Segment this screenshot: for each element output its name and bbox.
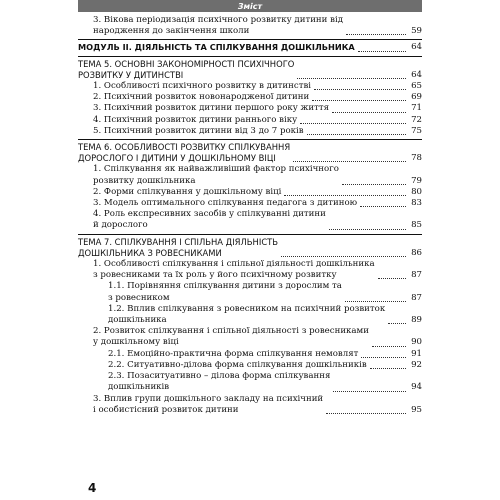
toc-entry[interactable]	[78, 103, 422, 114]
toc-entry-page: 72	[411, 114, 422, 125]
toc-entry-page: 87	[411, 270, 422, 281]
dot-leader	[388, 323, 406, 324]
toc-entry[interactable]	[78, 164, 422, 186]
dot-leader	[372, 346, 406, 347]
dot-leader	[361, 357, 406, 358]
section-divider	[78, 56, 422, 57]
table-of-contents	[78, 12, 422, 416]
toc-entry-title: 3. Психічний розвиток дитини першого року життя	[93, 103, 330, 114]
toc-entry-page: 89	[411, 315, 422, 326]
section-divider	[78, 234, 422, 235]
toc-entry-page: 64	[411, 42, 422, 53]
toc-entry-page: 94	[411, 382, 422, 393]
running-header	[78, 0, 422, 12]
toc-entry-title: ТЕМА 7. СПІЛКУВАННЯ І СПІЛЬНА ДІЯЛЬНІСТЬ ДОШКІЛЬНИКА З РОВЕСНИКАМИ	[78, 236, 279, 258]
toc-module-heading[interactable]	[78, 42, 422, 53]
toc-entry-page: 69	[411, 92, 422, 103]
toc-entry-page: 86	[411, 247, 422, 258]
dot-leader	[297, 78, 406, 79]
toc-entry[interactable]	[78, 304, 422, 326]
dot-leader	[329, 229, 406, 230]
toc-entry[interactable]	[78, 281, 422, 303]
toc-entry[interactable]	[78, 198, 422, 209]
toc-entry-title: 1. Особливості спілкування і спільної діяльності дошкільника з ровесниками та їх роль у його психічному розвитку	[93, 259, 375, 281]
toc-entry-title: 5. Психічний розвиток дитини від 3 до 7 років	[93, 125, 304, 136]
section-divider	[78, 39, 422, 40]
toc-entry-title: ТЕМА 6. ОСОБЛИВОСТІ РОЗВИТКУ СПІЛКУВАННЯ ДОРОСЛОГО І ДИТИНИ У ДОШКІЛЬНОМУ ВІЦІ	[78, 142, 291, 164]
toc-entry-title: 1.1. Порівняння спілкування дитини з дорослим та з ровесником	[108, 281, 342, 303]
toc-entry-title: 1.2. Вплив спілкування з ровесником на психічний розвиток дошкільника	[108, 303, 386, 326]
toc-entry[interactable]	[78, 126, 422, 137]
toc-entry-title: 1. Особливості психічного розвитку в дитинстві	[93, 81, 312, 92]
toc-entry-title: 2.1. Емоційно-практична форма спілкування немовлят	[108, 348, 359, 359]
toc-entry-page: 95	[411, 404, 422, 415]
toc-entry-page: 65	[411, 81, 422, 92]
toc-entry[interactable]	[78, 209, 422, 231]
dot-leader	[370, 368, 406, 369]
toc-entry-page: 78	[411, 153, 422, 164]
dot-leader	[300, 123, 406, 124]
toc-entry-page: 91	[411, 348, 422, 359]
toc-entry-page: 87	[411, 292, 422, 303]
toc-entry-title: 3. Модель оптимального спілкування педагога з дитиною	[93, 198, 358, 209]
toc-entry-page: 59	[411, 26, 422, 37]
toc-entry-title: 2.3. Позаситуативно – ділова форма спілкування дошкільників	[108, 371, 331, 393]
toc-entry[interactable]	[78, 15, 422, 37]
toc-entry-title: 4. Психічний розвиток дитини раннього віку	[93, 114, 298, 125]
toc-entry-page: 64	[411, 69, 422, 80]
toc-entry[interactable]	[78, 115, 422, 126]
toc-entry-page: 71	[411, 103, 422, 114]
toc-entry-title: 4. Роль експресивних засобів у спілкуванні дитини й дорослого	[93, 209, 326, 231]
toc-entry-title: МОДУЛЬ II. ДІЯЛЬНІСТЬ ТА СПІЛКУВАННЯ ДОШКІЛЬНИКА	[78, 42, 355, 53]
toc-entry-title: 3. Вплив групи дошкільного закладу на психічний і особистісний розвиток дитини	[93, 393, 324, 415]
toc-entry-page: 83	[411, 198, 422, 209]
header-title: Зміст	[237, 1, 263, 11]
dot-leader	[314, 89, 406, 90]
toc-topic-heading[interactable]	[78, 59, 422, 81]
toc-topic-heading[interactable]	[78, 237, 422, 259]
toc-entry-title: 2.2. Ситуативно-ділова форма спілкування дошкільників	[108, 359, 367, 370]
toc-entry[interactable]	[78, 349, 422, 360]
toc-entry-page: 90	[411, 337, 422, 348]
dot-leader	[342, 184, 406, 185]
dot-leader	[332, 112, 406, 113]
dot-leader	[358, 51, 406, 52]
dot-leader	[333, 391, 406, 392]
toc-entry[interactable]	[78, 326, 422, 348]
toc-entry[interactable]	[78, 394, 422, 416]
dot-leader	[312, 100, 406, 101]
section-divider	[78, 139, 422, 140]
toc-entry[interactable]	[78, 259, 422, 281]
toc-entry-page: 92	[411, 359, 422, 370]
dot-leader	[346, 34, 406, 35]
toc-entry-page: 79	[411, 175, 422, 186]
dot-leader	[284, 195, 406, 196]
toc-entry-page: 80	[411, 186, 422, 197]
toc-entry-page: 85	[411, 220, 422, 231]
dot-leader	[378, 278, 406, 279]
dot-leader	[307, 134, 406, 135]
dot-leader	[345, 301, 406, 302]
dot-leader	[293, 161, 406, 162]
toc-topic-heading[interactable]	[78, 142, 422, 164]
dot-leader	[326, 413, 406, 414]
toc-entry[interactable]	[78, 92, 422, 103]
dot-leader	[281, 256, 406, 257]
toc-entry[interactable]	[78, 371, 422, 393]
toc-entry-title: 3. Вікова періодизація психічного розвитку дитини від народження до закінчення школи	[93, 15, 343, 37]
toc-entry-page: 75	[411, 125, 422, 136]
toc-entry[interactable]	[78, 187, 422, 198]
toc-entry-title: ТЕМА 5. ОСНОВНІ ЗАКОНОМІРНОСТІ ПСИХІЧНОГО РОЗВИТКУ У ДИТИНСТВІ	[78, 58, 295, 80]
page-number: 4	[88, 481, 97, 495]
toc-entry-title: 2. Розвиток спілкування і спільної діяльності з ровесниками у дошкільному віці	[93, 326, 369, 348]
toc-entry-title: 1. Спілкування як найважливіший фактор психічного розвитку дошкільника	[93, 164, 339, 186]
toc-entry[interactable]	[78, 360, 422, 371]
toc-entry-title: 2. Форми спілкування у дошкільному віці	[93, 186, 282, 197]
dot-leader	[360, 206, 406, 207]
toc-entry[interactable]	[78, 81, 422, 92]
toc-entry-title: 2. Психічний розвиток новонародженої дитини	[93, 92, 310, 103]
